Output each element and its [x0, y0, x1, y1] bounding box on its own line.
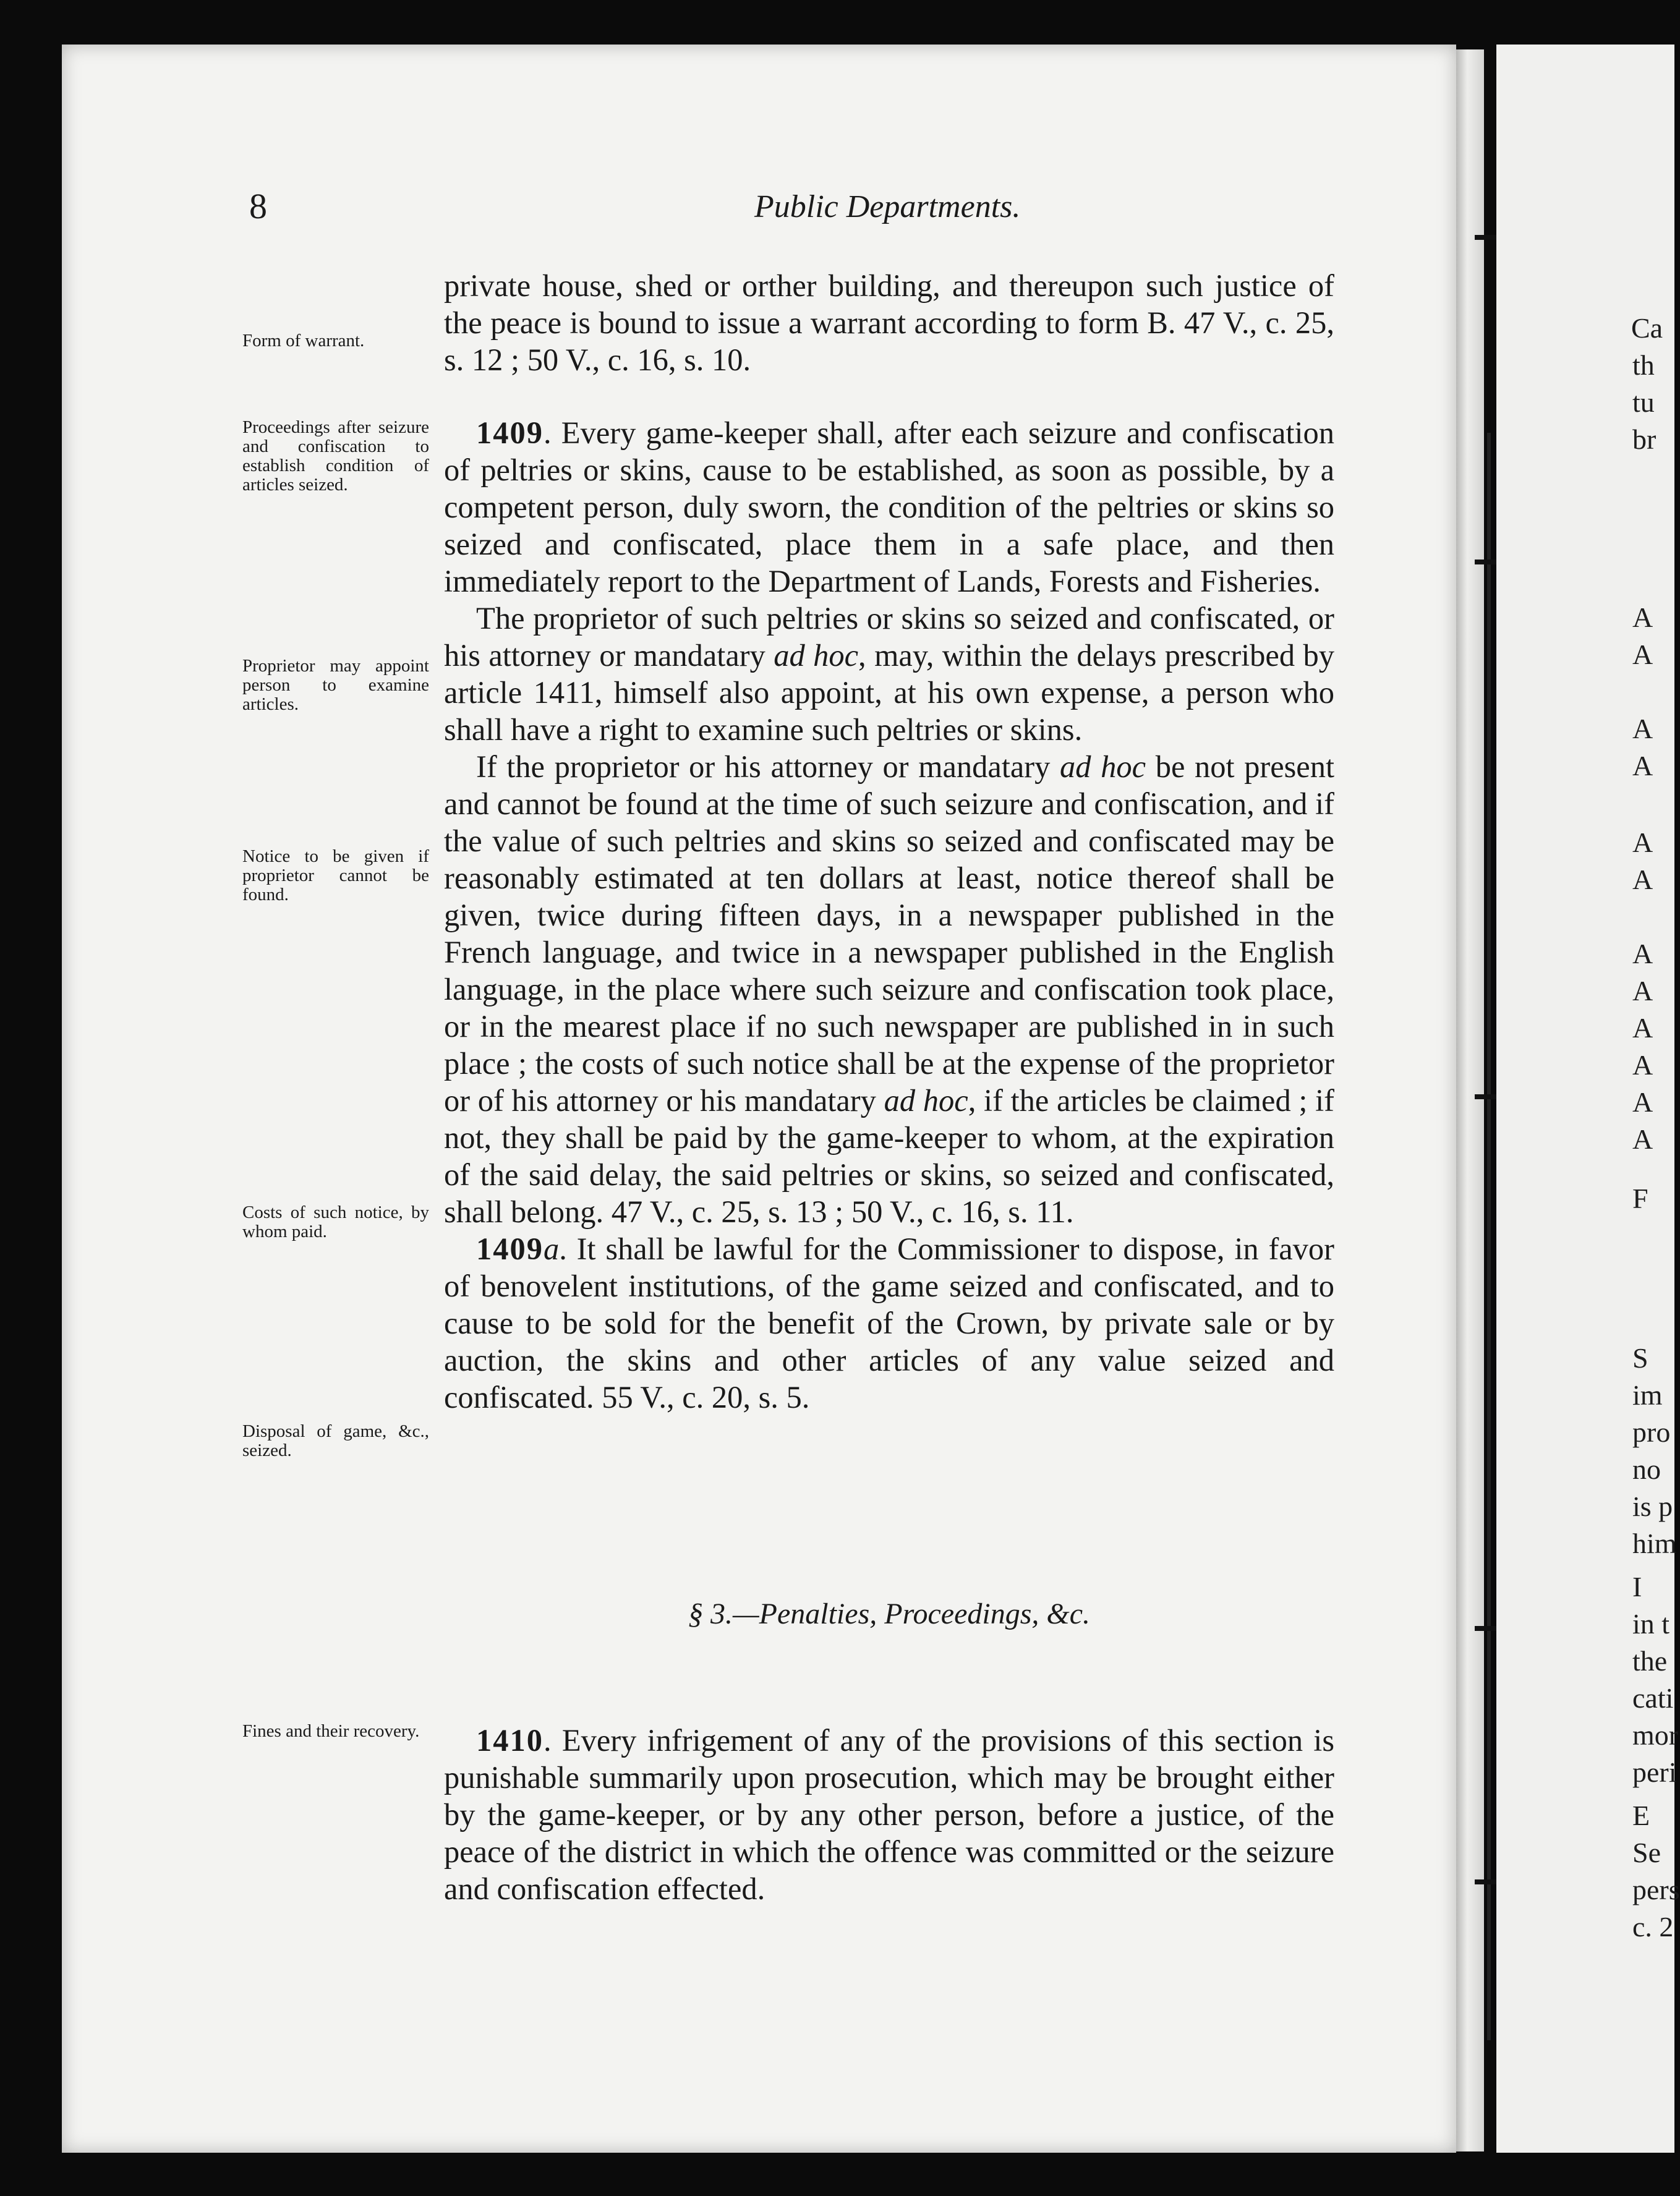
- facing-fragment: no: [1632, 1453, 1661, 1485]
- facing-fragment: pro: [1632, 1416, 1671, 1448]
- section-1409: [444, 414, 1334, 600]
- running-title: Public Departments.: [754, 189, 1021, 224]
- facing-fragment: Ca: [1631, 312, 1663, 344]
- text-run: , if the articles be claimed ; if not, they shall be paid by the game-keeper to whom, at the expiration of the said delay, the said peltries or skins, so seized and confiscated, shall belong. 47 V., c. 25, s. 13 ; 50 V., c. 16, s. 11.: [444, 1083, 1334, 1229]
- binding-thread: [1487, 433, 1491, 2040]
- facing-fragment: A: [1632, 713, 1653, 744]
- facing-fragment: him: [1632, 1528, 1677, 1559]
- margin-note-fines: Fines and their recovery.: [242, 1721, 420, 1741]
- facing-page-edge: [1496, 45, 1680, 2153]
- facing-fragment: pers: [1632, 1874, 1680, 1905]
- section-number: 1409: [476, 415, 544, 450]
- facing-fragment: is p: [1632, 1491, 1673, 1522]
- text-run: be not present and cannot be found at the time of such seizure and confiscation, and if the value of such peltries and skins so seized and confiscated may be reasonably estimated at ten dollars at least, notice thereof shall be given, twice during fifteen days, in a newspaper published in the French language, and twice in a newspaper published in the English language, in the place where such seizure and confiscation took place, or in the mearest place if no such newspaper are published in in such place ; the costs of such notice shall be at the expense of the proprietor or of his attorney or his mandatary: [444, 749, 1334, 1118]
- facing-fragment: S: [1632, 1342, 1648, 1374]
- section-number: 1410: [476, 1723, 544, 1758]
- paragraph-continuation: private house, shed or orther building, and thereupon such justice of the peace is bound to issue a warrant according to form B. 47 V., c. 25, s. 12 ; 50 V., c. 16, s. 10.: [444, 268, 1334, 377]
- facing-fragment: c. 2: [1632, 1911, 1674, 1943]
- italic-run: ad hoc: [774, 638, 859, 673]
- section-heading: § 3.—Penalties, Proceedings, &c.: [688, 1598, 1091, 1630]
- facing-fragment: peri: [1632, 1756, 1677, 1788]
- facing-fragment: A: [1632, 938, 1653, 969]
- section-1410: [444, 1722, 1334, 1907]
- text-run: , may, within the delays prescribed by article 1411, himself also appoint, at his own expense, a person who shall have a right to examine such peltries or skins.: [444, 638, 1334, 747]
- facing-fragment: A: [1632, 1012, 1653, 1044]
- margin-note-proceedings: Proceedings after seizure and confiscation to establish condition of articles seized.: [242, 417, 429, 495]
- margin-note-costs: Costs of such notice, by whom paid.: [242, 1202, 429, 1241]
- italic-run: ad hoc: [884, 1083, 968, 1118]
- text-run: The proprietor of such peltries or skins so seized and confiscated, or his attorney or mandatary: [444, 601, 1334, 673]
- facing-fragment: A: [1632, 1086, 1653, 1118]
- facing-fragment: in t: [1632, 1608, 1670, 1640]
- facing-fragment: F: [1632, 1183, 1648, 1214]
- section-number: 1409: [476, 1232, 544, 1266]
- facing-fragment: cati: [1632, 1682, 1674, 1714]
- paragraph-notice: [444, 748, 1334, 1230]
- margin-note-proprietor-appoint: Proprietor may appoint person to examine articles.: [242, 656, 429, 714]
- margin-note-notice: Notice to be given if proprietor cannot be found.: [242, 846, 429, 904]
- section-suffix: a: [544, 1232, 560, 1266]
- section-text: . Every game-keeper shall, after each seizure and confiscation of peltries or skins, cause to be established, as soon as possible, by a competent person, duly sworn, the condition of the peltries or skins so seized and confiscated, place them in a safe place, and then immediately report to the Department of Lands, Forests and Fisheries.: [444, 415, 1334, 598]
- facing-fragment: the: [1632, 1645, 1668, 1677]
- facing-fragment: A: [1632, 827, 1653, 858]
- body-text-lower: [444, 1722, 1334, 1907]
- text-run: If the proprietor or his attorney or mandatary: [476, 749, 1060, 784]
- section-text: . It shall be lawful for the Commissioner to dispose, in favor of benovelent institutions, of the game seized and confiscated, and to cause to be sold for the benefit of the Crown, by private sale or by auction, the skins and other articles of any value seized and confiscated. 55 V., c. 20, s. 5.: [444, 1232, 1334, 1415]
- facing-fragment: A: [1632, 750, 1653, 781]
- facing-fragment: A: [1632, 975, 1653, 1006]
- section-1409a: [444, 1230, 1334, 1416]
- facing-fragment: mor: [1632, 1719, 1679, 1751]
- margin-note-form-of-warrant: Form of warrant.: [242, 331, 365, 351]
- facing-fragment: th: [1632, 349, 1655, 381]
- body-text: [444, 267, 1334, 1416]
- margin-note-disposal: Disposal of game, &c., seized.: [242, 1421, 429, 1460]
- facing-fragment: A: [1632, 864, 1653, 895]
- section-text: . Every infrigement of any of the provisions of this section is punishable summarily upon prosecution, which may be brought either by the game-keeper, or by any other person, before a justice, of the peace of the district in which the offence was committed or the seizure and confiscation effected.: [444, 1723, 1334, 1906]
- facing-fragment: tu: [1632, 386, 1655, 418]
- facing-fragment: A: [1632, 602, 1653, 633]
- facing-fragment: im: [1632, 1379, 1663, 1411]
- facing-fragment: Se: [1632, 1837, 1661, 1868]
- italic-run: ad hoc: [1060, 749, 1146, 784]
- facing-fragment: E: [1632, 1800, 1650, 1831]
- paragraph-proprietor: [444, 600, 1334, 748]
- facing-fragment: br: [1632, 423, 1657, 455]
- facing-fragment: A: [1632, 1123, 1653, 1155]
- facing-fragment: A: [1632, 639, 1653, 670]
- facing-fragment: I: [1632, 1571, 1642, 1602]
- book-gutter: [1456, 49, 1484, 2151]
- page-number: 8: [249, 186, 267, 226]
- facing-fragment: A: [1632, 1049, 1653, 1081]
